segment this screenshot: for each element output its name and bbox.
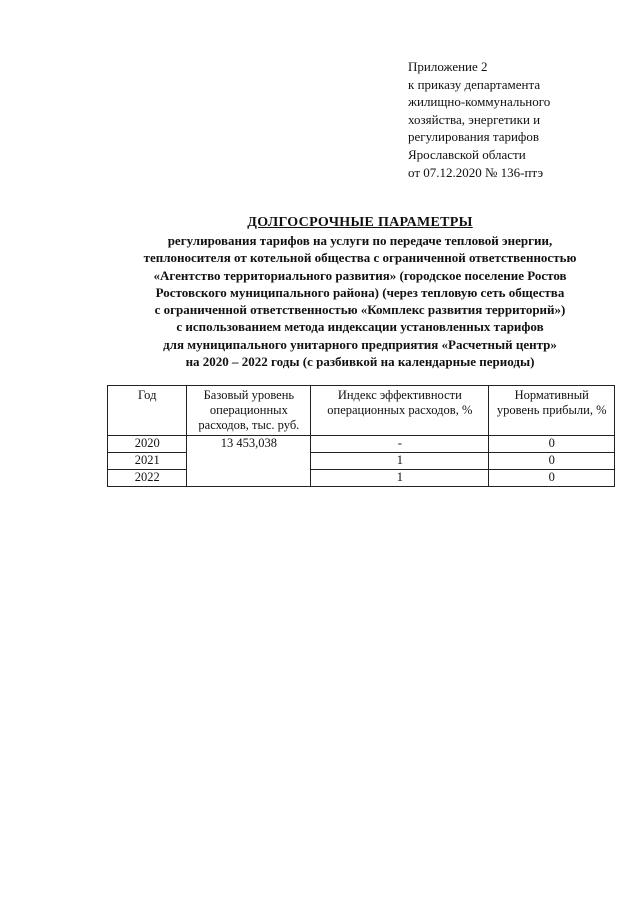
table-row: [108, 453, 615, 470]
header-year: Год: [108, 386, 187, 436]
document-heading: [90, 213, 630, 370]
cell-index: 1: [311, 453, 489, 470]
appendix-line: хозяйства, энергетики и: [408, 111, 541, 127]
heading-line: с использованием метода индексации установленных тарифов: [176, 319, 544, 335]
cell-profit: 0: [489, 453, 615, 470]
cell-year: 2020: [108, 436, 187, 453]
heading-line: теплоносителя от котельной общества с ограниченной ответственностью: [143, 250, 577, 266]
appendix-line: от 07.12.2020 № 136-птэ: [408, 164, 544, 180]
appendix-line: Приложение 2: [408, 59, 488, 74]
appendix-line: регулирования тарифов: [408, 129, 539, 145]
appendix-line: Ярославской области: [408, 146, 526, 162]
cell-profit: 0: [489, 436, 615, 453]
table-header-row: [108, 386, 615, 436]
cell-year: 2022: [108, 470, 187, 487]
cell-profit: 0: [489, 470, 615, 487]
cell-year: 2021: [108, 453, 187, 470]
heading-line: для муниципального унитарного предприятия «Расчетный центр»: [163, 336, 557, 352]
heading-line: «Агентство территориального развития» (городское поселение Ростов: [153, 267, 567, 283]
heading-line: регулирования тарифов на услуги по передаче тепловой энергии,: [167, 233, 553, 248]
parameters-table: [107, 385, 615, 487]
table-row: [108, 470, 615, 487]
heading-line: с ограниченной ответственностью «Комплекс развития территорий»): [154, 302, 566, 318]
document-title: ДОЛГОСРОЧНЫЕ ПАРАМЕТРЫ: [247, 215, 473, 230]
heading-line: на 2020 – 2022 годы (с разбивкой на календарные периоды): [185, 354, 535, 370]
appendix-block: [408, 58, 608, 181]
table-row: [108, 436, 615, 453]
appendix-line: к приказу департамента: [408, 76, 541, 92]
header-base-level: Базовый уровень операционных расходов, тыс. руб.: [187, 386, 311, 436]
appendix-line: жилищно-коммунального: [408, 94, 551, 110]
cell-base-level: 13 453,038: [187, 436, 311, 487]
heading-line: Ростовского муниципального района) (через тепловую сеть общества: [155, 284, 565, 300]
header-efficiency-index: Индекс эффективности операционных расходов, %: [311, 386, 489, 436]
cell-index: 1: [311, 470, 489, 487]
header-profit-level: Нормативный уровень прибыли, %: [489, 386, 615, 436]
cell-index: -: [311, 436, 489, 453]
